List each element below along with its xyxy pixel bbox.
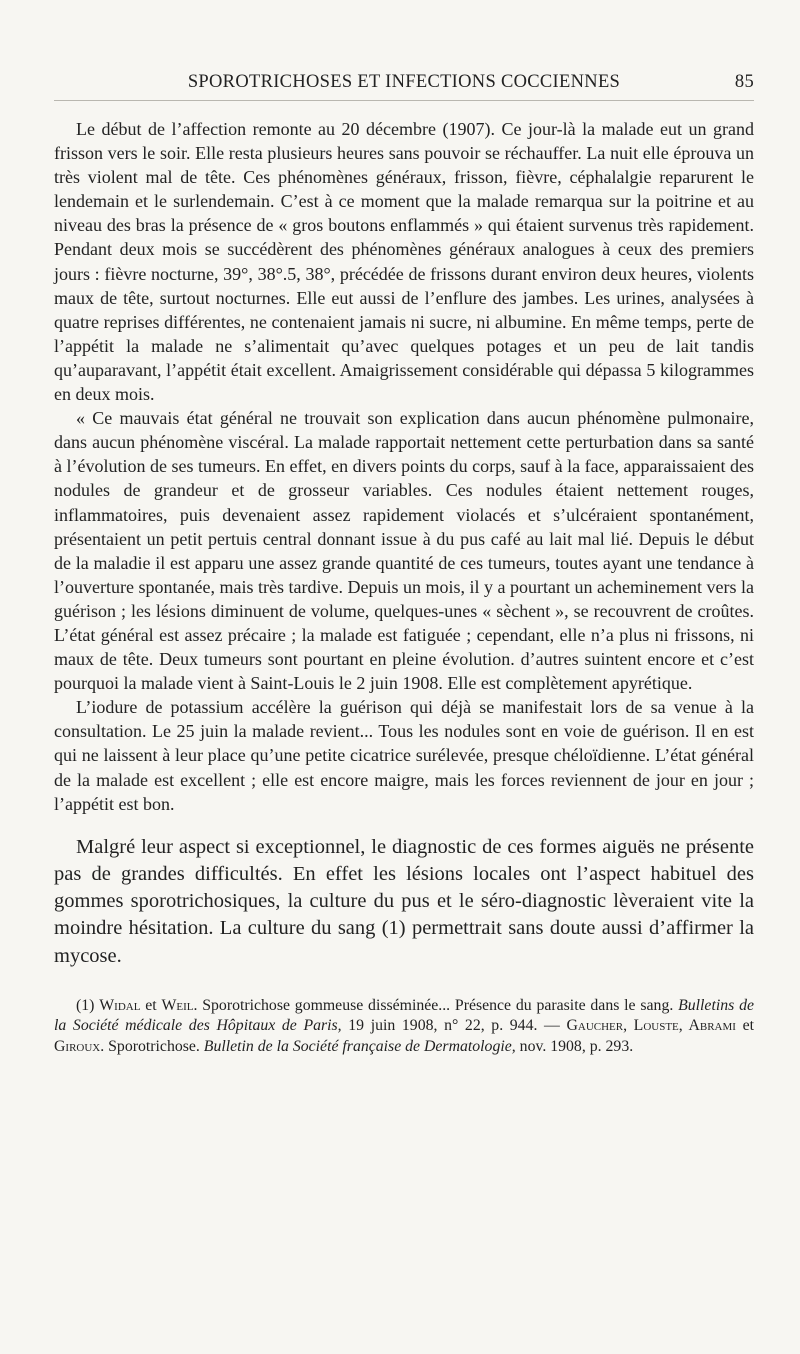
diagnosis-text xyxy=(54,834,754,970)
footnote-conjunction: et xyxy=(140,996,162,1014)
running-header xyxy=(54,66,754,101)
paragraph-diagnosis: Malgré leur aspect si exceptionnel, le diagnostic de ces formes aiguës ne présente pas de grandes difficultés. En effet les lésions locales ont l’aspect habituel des gommes sporotrichosiques, la culture du pus et le séro-diagnostic lèveraient vite la moindre hésitation. La culture du sang (1) permettrait sans doute aussi d’affirmer la mycose. xyxy=(54,835,754,967)
footnote-text: . Sporotrichose gommeuse disséminée... Présence du parasite dans le sang. xyxy=(193,996,679,1014)
footnote-journal: Bulletin de la Société française de Dermatologie, xyxy=(203,1037,516,1055)
footnote-author: Widal xyxy=(99,996,141,1014)
footnote-journal: Bulletins de la Société médicale des Hôpitaux de Paris, xyxy=(54,996,754,1035)
footnote-conjunction: et xyxy=(735,1017,754,1035)
footnote-text: nov. 1908, p. 293. xyxy=(515,1037,634,1055)
footnote-marker: (1) xyxy=(76,996,95,1014)
footnote-text: . Sporotrichose. xyxy=(100,1037,204,1055)
paragraph-onset: Le début de l’affection remonte au 20 décembre (1907). Ce jour-là la malade eut un grand frisson vers le soir. Elle resta plusieurs heures sans pouvoir se réchauffer. La nuit elle éprouva un très violent mal de tête. Ces phénomènes généraux, frisson, fièvre, céphalalgie reparurent le lendemain et le surlendemain. C’est à ce moment que la malade remarqua sur la poitrine et au niveau des bras la présence de « gros boutons enflammés » qui étaient survenus très rapidement. Pendant deux mois se succédèrent des phénomènes généraux analogues à ceux des premiers jours : fièvre nocturne, 39°, 38°.5, 38°, précédée de frissons durant environ deux heures, violents maux de tête, surtout nocturnes. Elle eut aussi de l’enflure des jambes. Les urines, analysées à quatre reprises différentes, ne contenaient jamais ni sucre, ni albumine. En même temps, perte de l’appétit la malade ne s’alimentait qu’avec quelques potages et un peu de lait tandis qu’auparavant, l’appétit était excellent. Amaigrissement considérable qui dépassa 5 kilogrammes en deux mois. xyxy=(54,119,754,405)
book-page xyxy=(54,66,754,1058)
paragraph-general-state: « Ce mauvais état général ne trouvait son explication dans aucun phénomène pulmonaire, dans aucun phénomène viscéral. La malade rapportait nettement cette perturbation dans sa santé à l’évolution de ses tumeurs. En effet, en divers points du corps, sauf à la face, apparaissaient des nodules de grandeur et de grosseur variables. Ces nodules étaient nettement rouges, inflammatoires, puis devenaient assez rapidement violacés et s’ulcéraient spontanément, présentaient un petit pertuis central donnant issue à du pus café au lait mal lié. Depuis le début de la maladie il est apparu une assez grande quantité de ces tumeurs, toutes ayant une tendance à l’ouverture spontanée, mais très tardive. Depuis un mois, il y a pourtant un acheminement vers la guérison ; les lésions diminuent de volume, quelques-unes « sèchent », se recouvrent de croûtes. L’état général est assez précaire ; la malade est fatiguée ; cependant, elle n’a plus ni frissons, ni maux de tête. Deux tumeurs sont pourtant en pleine évolution. d’autres suintent encore et c’est pourquoi la malade vient à Saint-Louis le 2 juin 1908. Elle est complètement apyrétique. xyxy=(54,408,754,694)
page-number: 85 xyxy=(734,72,754,92)
footnote-text: 19 juin 1908, n° 22, p. 944. — xyxy=(341,1017,567,1035)
case-report-text xyxy=(54,117,754,816)
footnote-author: Weil xyxy=(161,996,194,1014)
paragraph-treatment: L’iodure de potassium accélère la guérison qui déjà se manifestait lors de sa venue à la consultation. Le 25 juin la malade revient... Tous les nodules sont en voie de guérison. Il en est qui ne laissent à leur place qu’une petite cicatrice surélevée, presque chéloïdienne. L’état général de la malade est excellent ; elle est encore maigre, mais les forces reviennent de jour en jour ; l’appétit est bon. xyxy=(54,697,754,814)
footnote-authors: Gaucher, Louste, Abrami xyxy=(566,1017,736,1035)
footnote-paragraph xyxy=(54,996,754,1058)
running-title: SPOROTRICHOSES ET INFECTIONS COCCIENNES xyxy=(187,72,621,92)
footnote-author: Giroux xyxy=(54,1037,101,1055)
footnote xyxy=(54,996,754,1058)
